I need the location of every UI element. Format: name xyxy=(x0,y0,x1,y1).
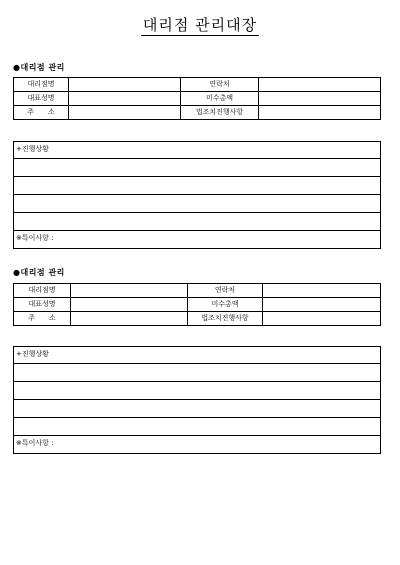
field-address[interactable] xyxy=(69,106,181,120)
progress-line[interactable] xyxy=(14,400,380,418)
progress-line[interactable] xyxy=(14,177,380,195)
notes-label[interactable]: ※특이사항 : xyxy=(16,439,54,447)
field-outstanding-amount[interactable] xyxy=(259,92,381,106)
label-representative: 대표성명 xyxy=(14,298,71,312)
label-address: 주 소 xyxy=(14,312,71,326)
field-legal-action[interactable] xyxy=(263,312,381,326)
progress-line[interactable] xyxy=(14,364,380,382)
label-legal-action: 법조치진행사항 xyxy=(181,106,259,120)
label-representative: 대표성명 xyxy=(14,92,69,106)
field-representative[interactable] xyxy=(71,298,188,312)
label-legal-action: 법조치진행사항 xyxy=(188,312,263,326)
notes-label[interactable]: ※특이사항 : xyxy=(16,234,54,242)
agency-info-table xyxy=(13,77,381,120)
progress-line[interactable] xyxy=(14,418,380,436)
field-agency-name[interactable] xyxy=(69,78,181,92)
field-agency-name[interactable] xyxy=(71,284,188,298)
label-contact: 연락처 xyxy=(188,284,263,298)
field-contact[interactable] xyxy=(259,78,381,92)
section-heading: ●대리점 관리 xyxy=(13,63,65,72)
label-outstanding-amount: 미수총액 xyxy=(188,298,263,312)
progress-box xyxy=(13,346,381,454)
progress-label: +진행상황 xyxy=(14,347,380,364)
field-legal-action[interactable] xyxy=(259,106,381,120)
label-contact: 연락처 xyxy=(181,78,259,92)
progress-line[interactable] xyxy=(14,213,380,231)
field-address[interactable] xyxy=(71,312,188,326)
progress-label: +진행상황 xyxy=(14,142,380,159)
label-address: 주 소 xyxy=(14,106,69,120)
label-agency-name: 대리점명 xyxy=(14,78,69,92)
field-outstanding-amount[interactable] xyxy=(263,298,381,312)
section-heading: ●대리점 관리 xyxy=(13,268,65,277)
progress-line[interactable] xyxy=(14,195,380,213)
progress-line[interactable] xyxy=(14,382,380,400)
page-title: 대리점 관리대장 xyxy=(142,16,258,34)
progress-box xyxy=(13,141,381,249)
label-agency-name: 대리점명 xyxy=(14,284,71,298)
progress-line[interactable] xyxy=(14,159,380,177)
field-representative[interactable] xyxy=(69,92,181,106)
agency-info-table xyxy=(13,283,381,326)
field-contact[interactable] xyxy=(263,284,381,298)
label-outstanding-amount: 미수총액 xyxy=(181,92,259,106)
